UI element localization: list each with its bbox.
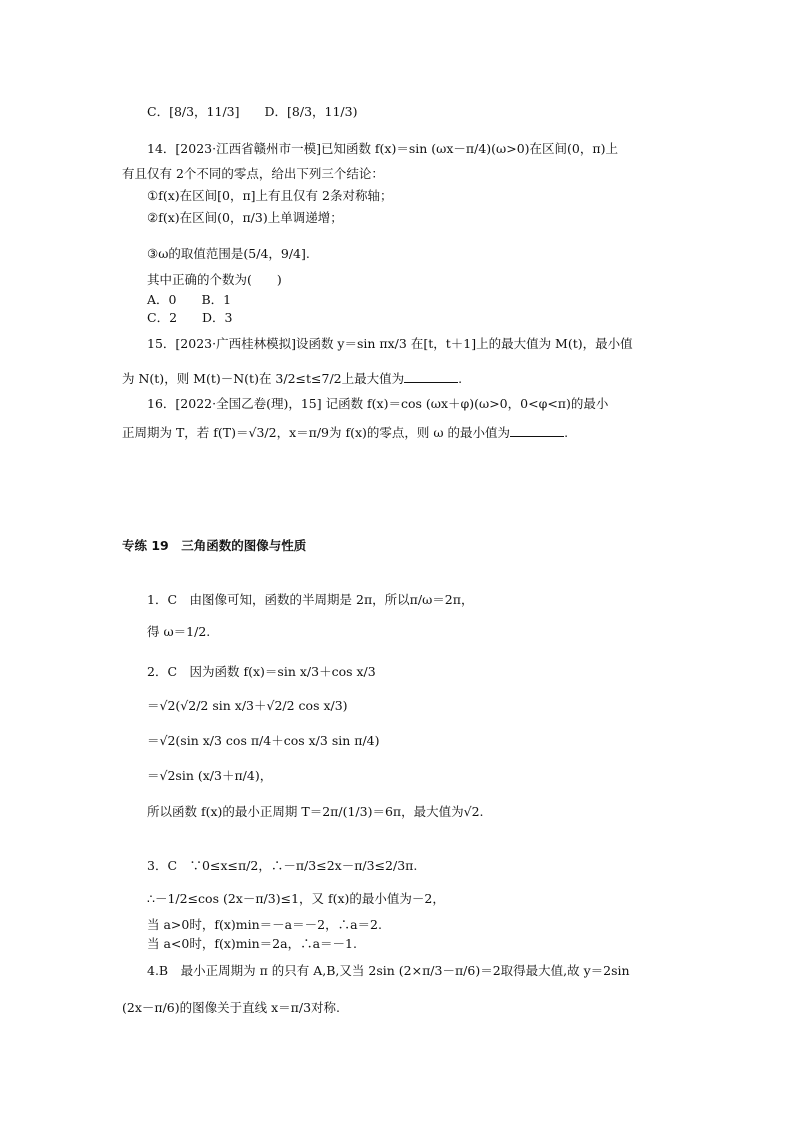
q16-stem-end: .	[564, 425, 569, 440]
q14-options-cd: C．2 D．3	[147, 310, 233, 325]
answer-3-line2: ∴－1/2≤cos (2x－π/3)≤1，又 f(x)的最小值为－2，	[147, 891, 445, 906]
q14-conclusion-1: ①f(x)在区间[0，π]上有且仅有 2条对称轴；	[147, 188, 393, 203]
answer-2-line3: ＝√2(sin x/3 cos π/4＋cos x/3 sin π/4)	[147, 733, 380, 748]
q14-stem-line2: 有且仅有 2个不同的零点，给出下列三个结论：	[122, 166, 384, 181]
q14-prompt: 其中正确的个数为( )	[147, 272, 282, 287]
q15-stem-text: 为 N(t)，则 M(t)－N(t)在 3/2≤t≤7/2上最大值为	[122, 371, 405, 386]
answer-blank	[510, 426, 564, 437]
q15-stem-end: .	[458, 371, 463, 386]
q16-stem-line1: 16．[2022·全国乙卷(理)，15] 记函数 f(x)＝cos (ωx＋φ)(ω>0，0<φ<π)的最小	[147, 396, 609, 411]
answer-2-line1: 2．C 因为函数 f(x)＝sin x/3＋cos x/3	[147, 664, 376, 679]
answer-2-line5: 所以函数 f(x)的最小正周期 T＝2π/(1/3)＝6π，最大值为√2.	[147, 804, 484, 819]
q14-stem-line1: 14．[2023·江西省赣州市一模]已知函数 f(x)＝sin (ωx－π/4)(ω>0)在区间(0，π)上	[147, 141, 618, 156]
answer-1-line1: 1．C 由图像可知，函数的半周期是 2π，所以π/ω＝2π，	[147, 592, 474, 607]
answer-blank	[404, 372, 458, 383]
answer-4-line2: (2x－π/6)的图像关于直线 x＝π/3对称.	[122, 1000, 341, 1015]
q15-stem-line2	[122, 371, 462, 387]
q13-options: C．[8/3，11/3] D．[8/3，11/3)	[147, 104, 358, 119]
q14-options-ab: A．0 B．1	[147, 292, 232, 307]
answer-4-line1: 4.B 最小正周期为 π 的只有 A,B,又当 2sin (2×π/3－π/6)＝2取得最大值,故 y＝2sin	[147, 963, 630, 978]
q16-stem-line2	[122, 425, 568, 441]
section-title: 专练 19 三角函数的图像与性质	[122, 538, 307, 553]
q16-stem-text: 正周期为 T，若 f(T)＝√3/2，x＝π/9为 f(x)的零点，则 ω 的最小值为	[122, 425, 511, 440]
answer-1-line2: 得 ω＝1/2.	[147, 624, 211, 639]
q14-conclusion-2: ②f(x)在区间(0，π/3)上单调递增；	[147, 210, 343, 225]
q15-stem-line1: 15．[2023·广西桂林模拟]设函数 y＝sin πx/3 在[t，t＋1]上的最大值为 M(t)，最小值	[147, 336, 633, 351]
answer-3-line1: 3．C ∵0≤x≤π/2，∴－π/3≤2x－π/3≤2/3π.	[147, 858, 418, 873]
answer-2-line4: ＝√2sin (x/3＋π/4)，	[147, 768, 273, 783]
answer-3-line4: 当 a<0时，f(x)min＝2a，∴a＝－1.	[147, 936, 357, 951]
q14-conclusion-3: ③ω的取值范围是(5/4，9/4].	[147, 246, 310, 261]
answer-3-line3: 当 a>0时，f(x)min＝－a＝－2，∴a＝2.	[147, 917, 382, 932]
answer-2-line2: ＝√2(√2/2 sin x/3＋√2/2 cos x/3)	[147, 698, 348, 713]
